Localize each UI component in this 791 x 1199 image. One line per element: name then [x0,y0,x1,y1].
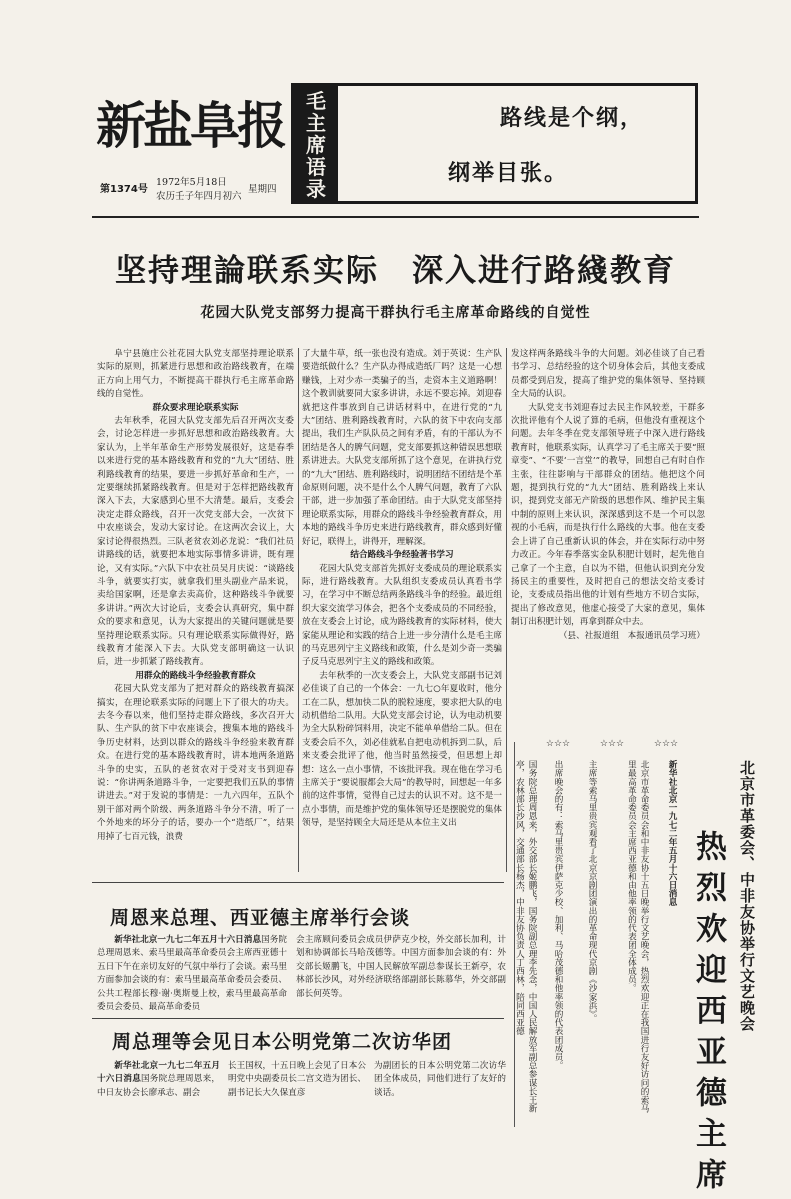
lead-column-3 [511,348,705,736]
right-story-text-4: 国务院总理周恩来，外交部长姬鹏飞，国务院副总理李先念，中国人民解放军副总参谋长王新亭，农林部长沙风，交通部长杨杰，中非友协负责人丁西林，陪同西亚德 [514,760,537,1113]
story-3-title: 周总理等会见日本公明党第二次访华团 [112,1031,453,1053]
paragraph: 去年秋季的一次支委会上，大队党支部副书记刘必佳谈了自己的一个体会：一九七○年夏收时，他分工在二队，想加快二队的脱粒速度，要求把大队的电动机借给二队用。大队党支部会讨论，认为电动机要为全大队粉碎饲料用，决定不能单单借给二队。但在支委会后不久，刘必佳就私自把电动机拆到二队，后来支委会批评了他，他当时虽然接受，但思想上却想：这么一点小事情，不该批评我。现在他在学习毛主席关于“要说服都会大局”的教导时，回想起一年多前的这件事情，觉得自己过去的认识不对。这不是一点小事情，而是维护党的集体领导还是摆脱党的集体领导，是坚持顾全大局还是从本位主义出 [302,670,502,829]
date-gregorian: 1972年5月18日 [156,177,227,188]
section-heading: 用群众的路线斗争经验教育群众 [135,670,256,681]
paragraph: 了大量牛草，纸一张也没有造成。刘于英说：生产队要造纸做什么？生产队办得成造纸厂吗？这是一心想赚钱，上对少赤一类骗子的当，走资本主义道路啊！这个教训就要同大家多讲讲，永远不要忘掉。刘迎春就把这件事放到自己讲话材料中，在进行党的“九大”团结、胜利路线教育时，六队的贫下中农向支部提出，我们生产队队员之间有矛盾，有的干部认为不团结是各人的脾气问题，党支部要抓这种错误思想联系讲进去。大队党支部所抓了这个意见，在讲执行党的“九大”团结、胜利路线时，说明团结不团结是个革命原则问题，决不是什么个人脾气问题，教育了六队干部，进一步加强了革命团结。由于大队党支部坚持理论联系实际，用群众的路线斗争经验教育群众，用本地的路线斗争历史来进行路线教育，群众感到好懂好记，联得上，讲得开，理解深。 [302,349,502,547]
story-2-column-right [296,934,506,1018]
paragraph: 去年秋季，花园大队党支部先后召开两次支委会，讨论怎样进一步抓好思想和政治路线教育。大家认为，上半年革命生产形势发展很好，这是春季以来进行党的基本路线教育和党的“九大”团结、胜利路线教育的结果，要进一步抓好革命和生产，一定要继续抓紧路线教育。但是对于怎样把路线教育深入下去，大家感到心里不大清楚。最后，支委会决定走群众路线，召开一次党支部大会，一次贫下中农座谈会，发动大家讨论。在这两次会议上，大家讨论得很热烈。三队老贫农刘必龙说：“我们社员讲路线的话，就要把本地实际事情多讲讲，既有理论，又有实际。”六队下中农社员吴月庆说：“谈路线斗争，就要实打实，就拿我们里头副业产品来说，卖给国家啊，还是拿去卖高价，这种路线斗争就要多讲讲。”两次大讨论后，支委会认真研究，集中群众的要求和意见，认为大家提出的关键问题就是要坚持理论联系实际。只有理论联系实际做得好，路线教育才能深入下去。大队党支部明确这一认识后，进一步抓紧了路线教育。 [97,416,294,668]
issue-number: 第1374号 [100,184,148,195]
section-heading: 结合路线斗争经验著书学习 [350,550,454,561]
masthead-divider [92,216,699,218]
story-3-column-3 [374,1060,506,1116]
column-divider [506,348,507,872]
right-story-kicker: 北京市革委会、中非友协举行文艺晚会 [738,760,756,1032]
quotation-label-char: 语 [306,155,326,179]
issue-info [100,176,290,204]
paragraph: 长王国权，十五日晚上会见了日本公明党中央副委员长二宫文造为团长、副书记长大久保直彦 [228,1061,366,1098]
right-story-dateline [654,760,678,1120]
lead-headline: 坚持理論联系实际 深入进行路綫教育 [115,253,676,289]
right-story-title: 热烈欢迎西亚德主席 [690,830,726,1199]
paragraph: 国务院总理周恩来、索马里最高革命委员会主席西亚德十五日下午在亲切友好的气氛中举行了会谈。索马里方面参加会谈的有：索马里最高革命委员会委员、公共工程部长穆·谢·奥斯曼上校，索马里最高革命委员会委员、最高革命委员 [97,935,287,1013]
dateline: 新华社北京一九七二年五月十六日消息 [667,760,677,907]
lead-column-2 [302,348,502,874]
quotation-label-char: 录 [306,177,326,201]
paragraph: 会主席顾问委员会成员伊萨克少校，外交部长加利，计划和协调部长马哈茂德等。中国方面参加会谈的有：外交部长姬鹏飞，中国人民解放军副总参谋长王新亭，农林部长沙风，对外经济联络部副部长陈慕华，外交部副部长何英等。 [296,935,506,999]
right-story-text-3: 出席晚会的有：索马里贵宾伊萨克少校、加利、马哈茂德和他率领的代表团成员。 [553,760,563,1070]
quotation-line-2: 纲举目张。 [448,161,569,186]
paragraph: 为副团长的日本公明党第二次访华团全体成员，同他们进行了友好的谈话。 [374,1061,506,1098]
masthead-title: 新盐阜报 [96,97,284,155]
star-ornament: ☆☆☆ [599,739,625,749]
dateline: 新华社北京一九七二年五月十六日消息 [114,935,262,945]
story-2-title: 周恩来总理、西亚德主席举行会谈 [110,907,411,929]
section-divider [92,882,504,883]
quotation-label [294,86,338,201]
paragraph: 花园大队党支部首先抓好支委成员的理论联系实际，进行路线教育。大队组织支委成员认真看书学习，在学习中不断总结两条路线斗争的经验。最近组织大家交流学习体会，把各个支委成员的不同经验，放在支委会上讨论，成为路线教育的实际材料，使大家能从理论和实践的结合上进一步分清什么是毛主席的马克思列宁主义路线和政策，什么是刘少奇一类骗子反马克思列宁主义的路线和政策。 [302,563,502,668]
section-divider [92,1018,504,1019]
quotation-label-char: 席 [306,133,326,157]
paragraph: 大队党支书刘迎春过去民主作风较差，干群多次批评他有个人说了算的毛病，但他没有重视这个问题。去年冬季在党支部领导班子中深入进行路线教育时，他联系实际，认真学习了毛主席关于要“照章变”、“不要‘一言堂’”的教导，回想自己有时自作主张，往往影响与干部群众的团结。他把这个问题，提到执行党的“九大”团结、胜利路线上来认识，提到党支部无产阶级的思想作风、维护民主集中制的原则上来认识，深深感到这不是一个可以忽视的小毛病，而是执行什么路线的大事。他在支委会上讲了自己重新认识的体会，并在实际行动中努力改正。今年春季落实金队积肥计划时，起先他自己拿了一个主意，自以为不错，但他认识到充分发扬民主的重要性，及时把自己的想法交给支委讨论，支委成员指出他的计划有些地方不切合实际，提出了修改意见，他虚心接受了大家的意见，集体制订出积肥计划，再拿到群众中去。 [511,402,705,628]
story-2-column-left [97,934,287,1018]
lead-column-1 [97,348,294,874]
paragraph: 发这样两条路线斗争的大问题。刘必佳谈了自己看书学习、总结经验的这个切身体会后，其他支委成员都受到启发，提高了维护党的集体领导、坚持顾全大局的认识。 [511,349,705,400]
star-ornament: ☆☆☆ [653,739,679,749]
star-ornament: ☆☆☆ [545,739,571,749]
right-story-text-2: 主席等索马里贵宾观看了北京京剧团演出的革命现代京剧《沙家浜》。 [587,760,597,1023]
right-story-text-1: 北京市革命委员会和中非友协十五日晚举行文艺晚会，热烈欢迎正在我国进行友好访问的索马里最高革命委员会主席西亚德和由他率领的代表团全体成员。 [626,760,649,1113]
quotation-label-char: 毛 [306,89,326,113]
paragraph: 花园大队党支部为了把对群众的路线教育搞深搞实，在理论联系实际的问题上下了很大的功夫。去冬今春以来，他们坚持走群众路线，多次召开大队、生产队的贫下中农座谈会，搜集本地的路线斗争历史材料，达到以群众的路线斗争经验来教育群众。在进行党的基本路线教育时，讲本地两条道路斗争的史实，五队的老贫农对于受对支书到迎春说：“你讲两条道路斗争，一定要把我们五队的事情讲进去。”对于发说的事情是：一九六四年，五队个别干部对两个阶级、两条道路斗争分不清，听了一个外地来的坏分子的话，要办一个“造纸厂”，结果用掉了七百元钱，浪费 [97,684,294,842]
section-heading: 群众要求理论联系实际 [152,402,239,413]
story-3-column-1 [97,1060,220,1116]
dateline: 新华社北京一九七二年五月十六日消息 [97,1061,220,1085]
paragraph: 国务院总理周恩来，中日友协会长廖承志、副会 [97,1074,220,1098]
weekday: 星期四 [248,184,277,195]
date-lunar: 农历壬子年四月初六 [156,191,242,202]
byline: （县、社报道组 本报通讯员学习班） [558,630,705,641]
quotation-line-1: 路线是个纲， [500,106,645,131]
chairman-quotation-box [291,83,698,204]
paragraph: 阜宁县施庄公社花园大队党支部坚持理论联系实际的原则，抓紧进行思想和政治路线教育，在端正方向上用气力，不断提高干群执行毛主席革命路线的自觉性。 [97,349,294,400]
story-3-column-2 [228,1060,366,1116]
quotation-label-char: 主 [306,111,326,135]
column-divider [298,348,299,872]
lead-subhead: 花园大队党支部努力提高干群执行毛主席革命路线的自觉性 [200,305,591,321]
